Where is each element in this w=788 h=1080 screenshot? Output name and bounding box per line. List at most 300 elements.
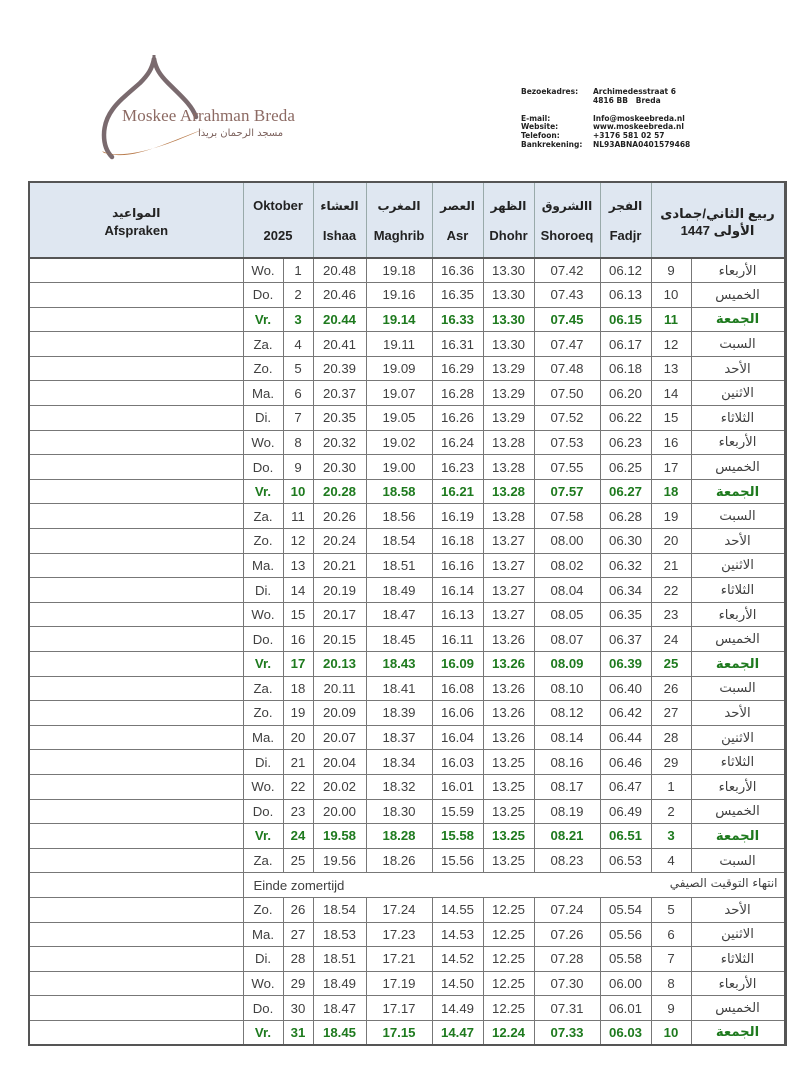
hijri-date-cell: 29 xyxy=(651,750,691,775)
fadjr-time: 06.00 xyxy=(600,971,651,996)
appointment-cell[interactable] xyxy=(29,479,243,504)
hijri-date-cell: 3 xyxy=(651,824,691,849)
maghrib-time: 17.17 xyxy=(366,996,432,1021)
arabic-weekday-cell: الخميس xyxy=(691,283,785,308)
shoroeq-time: 07.30 xyxy=(534,971,600,996)
shoroeq-time: 07.50 xyxy=(534,381,600,406)
appointment-cell[interactable] xyxy=(29,701,243,726)
header-appointments: المواعيد Afspraken xyxy=(29,182,243,258)
asr-time: 16.21 xyxy=(432,479,483,504)
shoroeq-time: 08.05 xyxy=(534,602,600,627)
appointment-cell[interactable] xyxy=(29,947,243,972)
weekday-cell: Ma. xyxy=(243,922,283,947)
hijri-date-cell: 1 xyxy=(651,774,691,799)
weekday-cell: Zo. xyxy=(243,897,283,922)
appointment-cell[interactable] xyxy=(29,1020,243,1045)
hijri-date-cell: 22 xyxy=(651,578,691,603)
maghrib-time: 18.51 xyxy=(366,553,432,578)
dhohr-time: 13.27 xyxy=(483,529,534,554)
date-cell: 11 xyxy=(283,504,313,529)
asr-time: 14.49 xyxy=(432,996,483,1021)
asr-time: 16.24 xyxy=(432,430,483,455)
table-row xyxy=(29,725,785,750)
fadjr-time: 06.20 xyxy=(600,381,651,406)
bank-label: Bankrekening: xyxy=(521,139,583,149)
maghrib-time: 18.43 xyxy=(366,652,432,677)
maghrib-time: 19.14 xyxy=(366,307,432,332)
date-cell: 16 xyxy=(283,627,313,652)
fadjr-time: 06.44 xyxy=(600,725,651,750)
appointment-cell[interactable] xyxy=(29,381,243,406)
dhohr-time: 13.27 xyxy=(483,553,534,578)
appointment-cell[interactable] xyxy=(29,553,243,578)
maghrib-time: 18.37 xyxy=(366,725,432,750)
table-row xyxy=(29,701,785,726)
ishaa-time: 20.11 xyxy=(313,676,366,701)
arabic-weekday-cell: الأحد xyxy=(691,356,785,381)
asr-time: 16.04 xyxy=(432,725,483,750)
arabic-weekday-cell: الخميس xyxy=(691,996,785,1021)
appointment-cell[interactable] xyxy=(29,676,243,701)
asr-time: 14.52 xyxy=(432,947,483,972)
table-row xyxy=(29,553,785,578)
arabic-weekday-cell: الأحد xyxy=(691,897,785,922)
asr-time: 16.01 xyxy=(432,774,483,799)
maghrib-time: 18.45 xyxy=(366,627,432,652)
shoroeq-time: 08.02 xyxy=(534,553,600,578)
dhohr-time: 13.26 xyxy=(483,701,534,726)
maghrib-time: 18.49 xyxy=(366,578,432,603)
website-label: Website: xyxy=(521,122,559,132)
ishaa-time: 20.32 xyxy=(313,430,366,455)
arabic-weekday-cell: الجمعة xyxy=(691,307,785,332)
arabic-weekday-cell: الأربعاء xyxy=(691,774,785,799)
appointment-cell[interactable] xyxy=(29,356,243,381)
date-cell: 19 xyxy=(283,701,313,726)
weekday-cell: Za. xyxy=(243,504,283,529)
ishaa-time: 18.45 xyxy=(313,1020,366,1045)
hijri-date-cell: 15 xyxy=(651,406,691,431)
fadjr-time: 05.54 xyxy=(600,897,651,922)
hijri-date-cell: 10 xyxy=(651,1020,691,1045)
table-row xyxy=(29,602,785,627)
appointment-cell[interactable] xyxy=(29,430,243,455)
shoroeq-time: 07.24 xyxy=(534,897,600,922)
arabic-weekday-cell: الخميس xyxy=(691,627,785,652)
arabic-weekday-cell: الأربعاء xyxy=(691,971,785,996)
shoroeq-time: 08.07 xyxy=(534,627,600,652)
arabic-weekday-cell: السبت xyxy=(691,504,785,529)
appointment-cell[interactable] xyxy=(29,258,243,283)
table-row xyxy=(29,676,785,701)
asr-time: 14.47 xyxy=(432,1020,483,1045)
hijri-date-cell: 26 xyxy=(651,676,691,701)
date-cell: 29 xyxy=(283,971,313,996)
hijri-date-cell: 16 xyxy=(651,430,691,455)
asr-time: 16.29 xyxy=(432,356,483,381)
dhohr-time: 13.30 xyxy=(483,283,534,308)
email-link[interactable]: Info@moskeebreda.nl xyxy=(593,113,685,123)
appointment-cell[interactable] xyxy=(29,848,243,873)
weekday-cell: Za. xyxy=(243,848,283,873)
fadjr-time: 06.18 xyxy=(600,356,651,381)
arabic-weekday-cell: الاثنين xyxy=(691,553,785,578)
ishaa-time: 20.39 xyxy=(313,356,366,381)
appointment-cell[interactable] xyxy=(29,578,243,603)
date-cell: 20 xyxy=(283,725,313,750)
fadjr-time: 06.47 xyxy=(600,774,651,799)
arabic-weekday-cell: الأربعاء xyxy=(691,430,785,455)
header-hijri-month: ربيع الثاني/جمادى الأولى 1447 xyxy=(651,182,785,258)
table-row xyxy=(29,799,785,824)
weekday-cell: Wo. xyxy=(243,602,283,627)
appointment-cell[interactable] xyxy=(29,455,243,480)
table-row xyxy=(29,1020,785,1045)
asr-time: 14.50 xyxy=(432,971,483,996)
maghrib-time: 19.11 xyxy=(366,332,432,357)
appointment-cell[interactable] xyxy=(29,922,243,947)
appointment-cell[interactable] xyxy=(29,529,243,554)
date-cell: 6 xyxy=(283,381,313,406)
fadjr-time: 06.03 xyxy=(600,1020,651,1045)
weekday-cell: Zo. xyxy=(243,356,283,381)
appointment-cell[interactable] xyxy=(29,799,243,824)
weekday-cell: Do. xyxy=(243,283,283,308)
asr-time: 15.58 xyxy=(432,824,483,849)
appointment-cell[interactable] xyxy=(29,897,243,922)
arabic-weekday-cell: الأحد xyxy=(691,701,785,726)
ishaa-time: 20.37 xyxy=(313,381,366,406)
arabic-weekday-cell: الجمعة xyxy=(691,479,785,504)
ishaa-time: 20.00 xyxy=(313,799,366,824)
date-cell: 9 xyxy=(283,455,313,480)
fadjr-time: 06.35 xyxy=(600,602,651,627)
date-cell: 2 xyxy=(283,283,313,308)
asr-time: 16.11 xyxy=(432,627,483,652)
date-cell: 1 xyxy=(283,258,313,283)
fadjr-time: 06.23 xyxy=(600,430,651,455)
maghrib-time: 19.09 xyxy=(366,356,432,381)
dhohr-time: 12.25 xyxy=(483,897,534,922)
dhohr-time: 12.25 xyxy=(483,922,534,947)
hijri-date-cell: 7 xyxy=(651,947,691,972)
appointment-cell[interactable] xyxy=(29,725,243,750)
maghrib-time: 18.56 xyxy=(366,504,432,529)
table-row xyxy=(29,897,785,922)
ishaa-time: 18.54 xyxy=(313,897,366,922)
header-shoroeq: االشروق Shoroeq xyxy=(534,182,600,258)
appointment-cell[interactable] xyxy=(29,996,243,1021)
dhohr-time: 13.27 xyxy=(483,602,534,627)
ishaa-time: 18.51 xyxy=(313,947,366,972)
appointment-cell[interactable] xyxy=(29,504,243,529)
maghrib-time: 18.39 xyxy=(366,701,432,726)
shoroeq-time: 08.12 xyxy=(534,701,600,726)
shoroeq-time: 07.52 xyxy=(534,406,600,431)
appointment-cell[interactable] xyxy=(29,873,243,898)
weekday-cell: Ma. xyxy=(243,381,283,406)
shoroeq-time: 07.48 xyxy=(534,356,600,381)
ishaa-time: 20.46 xyxy=(313,283,366,308)
asr-time: 14.53 xyxy=(432,922,483,947)
shoroeq-time: 08.09 xyxy=(534,652,600,677)
shoroeq-time: 08.19 xyxy=(534,799,600,824)
asr-time: 16.16 xyxy=(432,553,483,578)
appointment-cell[interactable] xyxy=(29,406,243,431)
dhohr-time: 13.25 xyxy=(483,774,534,799)
fadjr-time: 06.37 xyxy=(600,627,651,652)
weekday-cell: Za. xyxy=(243,676,283,701)
shoroeq-time: 07.53 xyxy=(534,430,600,455)
dhohr-time: 13.26 xyxy=(483,725,534,750)
arabic-weekday-cell: الأربعاء xyxy=(691,258,785,283)
asr-time: 15.59 xyxy=(432,799,483,824)
table-row xyxy=(29,774,785,799)
ishaa-time: 18.53 xyxy=(313,922,366,947)
appointment-cell[interactable] xyxy=(29,332,243,357)
appointment-cell[interactable] xyxy=(29,627,243,652)
dst-note-ar: انتهاء التوقيت الصيفي xyxy=(669,876,778,891)
dhohr-time: 13.28 xyxy=(483,455,534,480)
fadjr-time: 06.46 xyxy=(600,750,651,775)
date-cell: 21 xyxy=(283,750,313,775)
date-cell: 23 xyxy=(283,799,313,824)
ishaa-time: 20.21 xyxy=(313,553,366,578)
arabic-weekday-cell: الاثنين xyxy=(691,381,785,406)
dhohr-time: 13.27 xyxy=(483,578,534,603)
dst-note-row xyxy=(29,873,785,898)
weekday-cell: Vr. xyxy=(243,824,283,849)
weekday-cell: Zo. xyxy=(243,529,283,554)
ishaa-time: 19.56 xyxy=(313,848,366,873)
ishaa-time: 20.19 xyxy=(313,578,366,603)
shoroeq-time: 07.28 xyxy=(534,947,600,972)
ishaa-time: 20.07 xyxy=(313,725,366,750)
shoroeq-time: 07.31 xyxy=(534,996,600,1021)
date-cell: 5 xyxy=(283,356,313,381)
arabic-weekday-cell: الثلاثاء xyxy=(691,578,785,603)
date-cell: 28 xyxy=(283,947,313,972)
date-cell: 3 xyxy=(283,307,313,332)
shoroeq-time: 08.04 xyxy=(534,578,600,603)
maghrib-time: 19.05 xyxy=(366,406,432,431)
weekday-cell: Ma. xyxy=(243,553,283,578)
appointment-cell[interactable] xyxy=(29,774,243,799)
fadjr-time: 06.30 xyxy=(600,529,651,554)
header-dhohr: الظهر Dhohr xyxy=(483,182,534,258)
dhohr-time: 13.30 xyxy=(483,332,534,357)
ishaa-time: 20.28 xyxy=(313,479,366,504)
ishaa-time: 20.02 xyxy=(313,774,366,799)
address-label: Bezoekadres: xyxy=(521,87,579,96)
shoroeq-time: 08.21 xyxy=(534,824,600,849)
maghrib-time: 18.54 xyxy=(366,529,432,554)
shoroeq-time: 07.33 xyxy=(534,1020,600,1045)
contact-block xyxy=(521,88,690,150)
table-row xyxy=(29,971,785,996)
ishaa-time: 20.44 xyxy=(313,307,366,332)
hijri-date-cell: 2 xyxy=(651,799,691,824)
weekday-cell: Do. xyxy=(243,627,283,652)
maghrib-time: 18.34 xyxy=(366,750,432,775)
ishaa-time: 20.09 xyxy=(313,701,366,726)
dhohr-time: 13.26 xyxy=(483,652,534,677)
weekday-cell: Wo. xyxy=(243,774,283,799)
asr-time: 16.08 xyxy=(432,676,483,701)
asr-time: 16.23 xyxy=(432,455,483,480)
ishaa-time: 18.47 xyxy=(313,996,366,1021)
ishaa-time: 18.49 xyxy=(313,971,366,996)
appointment-cell[interactable] xyxy=(29,283,243,308)
hijri-date-cell: 9 xyxy=(651,258,691,283)
logo-title: Moskee Arrahman Breda xyxy=(122,106,295,125)
table-row xyxy=(29,479,785,504)
asr-time: 16.03 xyxy=(432,750,483,775)
hijri-date-cell: 14 xyxy=(651,381,691,406)
fadjr-time: 06.22 xyxy=(600,406,651,431)
ishaa-time: 20.15 xyxy=(313,627,366,652)
table-row xyxy=(29,848,785,873)
shoroeq-time: 08.23 xyxy=(534,848,600,873)
arabic-weekday-cell: الخميس xyxy=(691,455,785,480)
table-row xyxy=(29,406,785,431)
weekday-cell: Di. xyxy=(243,406,283,431)
prayer-times-table xyxy=(28,181,787,1046)
table-row xyxy=(29,504,785,529)
table-row xyxy=(29,627,785,652)
hijri-date-cell: 12 xyxy=(651,332,691,357)
ishaa-time: 20.41 xyxy=(313,332,366,357)
weekday-cell: Zo. xyxy=(243,701,283,726)
date-cell: 12 xyxy=(283,529,313,554)
shoroeq-time: 08.00 xyxy=(534,529,600,554)
table-body xyxy=(29,258,785,1045)
header-month: Oktober 2025 xyxy=(243,182,313,258)
shoroeq-time: 07.57 xyxy=(534,479,600,504)
weekday-cell: Di. xyxy=(243,578,283,603)
appointment-cell[interactable] xyxy=(29,652,243,677)
maghrib-time: 19.02 xyxy=(366,430,432,455)
appointment-cell[interactable] xyxy=(29,602,243,627)
weekday-cell: Di. xyxy=(243,750,283,775)
table-row xyxy=(29,356,785,381)
appointment-cell[interactable] xyxy=(29,824,243,849)
website-link[interactable]: www.moskeebreda.nl xyxy=(593,122,684,132)
maghrib-time: 18.30 xyxy=(366,799,432,824)
table-row xyxy=(29,578,785,603)
date-cell: 24 xyxy=(283,824,313,849)
header-ishaa: العشاء Ishaa xyxy=(313,182,366,258)
table-row xyxy=(29,258,785,283)
hijri-date-cell: 20 xyxy=(651,529,691,554)
appointment-cell[interactable] xyxy=(29,750,243,775)
ishaa-time: 20.24 xyxy=(313,529,366,554)
maghrib-time: 17.19 xyxy=(366,971,432,996)
dhohr-time: 12.25 xyxy=(483,947,534,972)
table-row xyxy=(29,307,785,332)
maghrib-time: 17.21 xyxy=(366,947,432,972)
asr-time: 16.33 xyxy=(432,307,483,332)
shoroeq-time: 07.47 xyxy=(534,332,600,357)
date-cell: 31 xyxy=(283,1020,313,1045)
arabic-weekday-cell: السبت xyxy=(691,676,785,701)
fadjr-time: 06.39 xyxy=(600,652,651,677)
dhohr-time: 13.28 xyxy=(483,504,534,529)
table-row xyxy=(29,824,785,849)
dhohr-time: 13.25 xyxy=(483,750,534,775)
weekday-cell: Za. xyxy=(243,332,283,357)
fadjr-time: 06.42 xyxy=(600,701,651,726)
arabic-weekday-cell: الاثنين xyxy=(691,725,785,750)
weekday-cell: Vr. xyxy=(243,1020,283,1045)
dhohr-time: 13.28 xyxy=(483,430,534,455)
table-row xyxy=(29,529,785,554)
appointment-cell[interactable] xyxy=(29,307,243,332)
hijri-date-cell: 6 xyxy=(651,922,691,947)
hijri-date-cell: 9 xyxy=(651,996,691,1021)
fadjr-time: 06.25 xyxy=(600,455,651,480)
dhohr-time: 12.25 xyxy=(483,996,534,1021)
asr-time: 15.56 xyxy=(432,848,483,873)
fadjr-time: 06.51 xyxy=(600,824,651,849)
hijri-date-cell: 17 xyxy=(651,455,691,480)
hijri-date-cell: 18 xyxy=(651,479,691,504)
maghrib-time: 18.41 xyxy=(366,676,432,701)
dhohr-time: 13.30 xyxy=(483,258,534,283)
date-cell: 8 xyxy=(283,430,313,455)
asr-time: 16.06 xyxy=(432,701,483,726)
shoroeq-time: 08.14 xyxy=(534,725,600,750)
hijri-date-cell: 28 xyxy=(651,725,691,750)
dst-note-nl: Einde zomertijd xyxy=(253,877,345,893)
arabic-weekday-cell: الأربعاء xyxy=(691,602,785,627)
dhohr-time: 13.29 xyxy=(483,381,534,406)
table-row xyxy=(29,430,785,455)
table-row xyxy=(29,922,785,947)
date-cell: 25 xyxy=(283,848,313,873)
weekday-cell: Di. xyxy=(243,947,283,972)
maghrib-time: 17.15 xyxy=(366,1020,432,1045)
date-cell: 10 xyxy=(283,479,313,504)
hijri-date-cell: 19 xyxy=(651,504,691,529)
header-maghrib: المغرب Maghrib xyxy=(366,182,432,258)
arabic-weekday-cell: الثلاثاء xyxy=(691,406,785,431)
hijri-date-cell: 27 xyxy=(651,701,691,726)
weekday-cell: Do. xyxy=(243,996,283,1021)
dhohr-time: 13.30 xyxy=(483,307,534,332)
maghrib-time: 17.23 xyxy=(366,922,432,947)
date-cell: 26 xyxy=(283,897,313,922)
maghrib-time: 18.26 xyxy=(366,848,432,873)
date-cell: 7 xyxy=(283,406,313,431)
appointment-cell[interactable] xyxy=(29,971,243,996)
hijri-date-cell: 4 xyxy=(651,848,691,873)
dhohr-time: 13.26 xyxy=(483,676,534,701)
fadjr-time: 06.53 xyxy=(600,848,651,873)
dst-note-cell xyxy=(243,873,785,898)
fadjr-time: 06.27 xyxy=(600,479,651,504)
asr-time: 16.35 xyxy=(432,283,483,308)
date-cell: 15 xyxy=(283,602,313,627)
date-cell: 14 xyxy=(283,578,313,603)
hijri-date-cell: 21 xyxy=(651,553,691,578)
hijri-date-cell: 24 xyxy=(651,627,691,652)
mosque-logo xyxy=(96,55,296,165)
weekday-cell: Vr. xyxy=(243,307,283,332)
arabic-weekday-cell: الاثنين xyxy=(691,922,785,947)
ishaa-time: 20.30 xyxy=(313,455,366,480)
weekday-cell: Vr. xyxy=(243,652,283,677)
